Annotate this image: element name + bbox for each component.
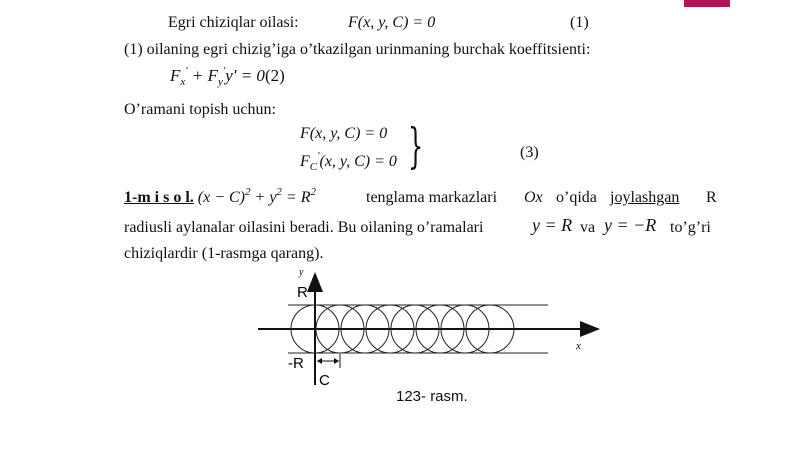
system-eq-1: F(x, y, C) = 0 <box>300 125 388 142</box>
label-neg-R: -R <box>288 355 304 372</box>
example-eq-y-negR: y = −R <box>604 215 657 235</box>
label-C: C <box>319 372 330 389</box>
example-line-2-text: radiusli aylanalar oilasini beradi. Bu oilaning o’ramalari <box>124 219 484 236</box>
y-axis-label: y <box>299 267 304 278</box>
example-va: va <box>580 219 596 236</box>
text-oramani-topish: O’ramani topish uchun: <box>124 101 276 118</box>
formula-2: $F_x' + F_y'y' = 0(2)$ <box>170 65 285 88</box>
example-togri: to’g’ri <box>670 219 711 236</box>
example-R: R <box>706 189 717 206</box>
example-ox: Ox <box>524 189 543 206</box>
equation-number-1: (1) <box>570 14 589 31</box>
c-arrow-right <box>334 358 339 364</box>
example-text-tenglama: tenglama markazlari <box>366 189 498 206</box>
equation-number-3: (3) <box>520 144 539 161</box>
text-egri-chiziqlar: Egri chiziqlar oilasi: <box>168 14 299 31</box>
system-brace: } <box>408 118 424 174</box>
example-formula: $(x - C)^2 + y^2 = R^2$ <box>197 186 316 206</box>
text-urinma: (1) oilaning egri chizig’iga o’tkazilgan urinmaning burchak koeffitsienti: <box>124 41 591 58</box>
x-axis-label: x <box>576 340 581 352</box>
example-text-oqida: o’qida <box>556 189 597 206</box>
example-label: 1-m i s o l. <box>124 189 194 206</box>
example-eq-yR: y = R <box>532 215 573 235</box>
example-line-3-text: chiziqlardir (1-rasmga qarang). <box>124 245 324 262</box>
example-text-joylashgan: joylashgan <box>610 189 680 206</box>
system-eq-2: $F_C'(x$, y, C) = 0 <box>300 150 397 173</box>
label-R: R <box>297 284 308 301</box>
figure-caption: 123- rasm. <box>396 388 468 405</box>
formula-1: F(x, y, C) = 0 <box>348 14 436 31</box>
c-arrow-left <box>317 358 322 364</box>
